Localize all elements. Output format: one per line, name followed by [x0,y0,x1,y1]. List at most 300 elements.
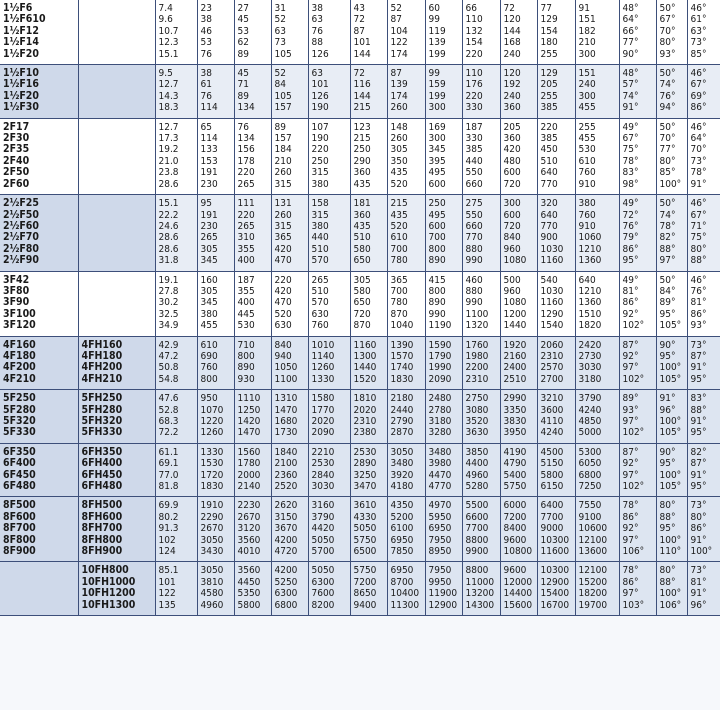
value-cell: 199 [425,49,462,65]
value-cell: 435 [387,167,425,178]
value-cell: 74° [656,210,687,221]
value-cell: 440 [462,156,500,167]
value-cell: 2520 [271,481,308,497]
value-cell: 9900 [462,546,500,562]
value-cell: 1190 [425,320,462,336]
value-cell: 191 [197,167,234,178]
value-cell: 2310 [537,351,575,362]
value-cell: 10800 [500,546,537,562]
value-cell: 265 [197,232,234,243]
value-cell: 7200 [500,512,537,523]
value-cell: 100° [656,362,687,373]
model-cell: 4F200 [0,362,78,373]
value-cell: 144 [500,26,537,37]
value-cell: 87° [619,336,656,351]
value-cell: 800 [425,286,462,297]
value-cell: 800 [197,374,234,390]
value-cell: 71 [234,79,271,90]
value-cell: 52 [271,65,308,80]
value-cell: 6950 [387,562,425,577]
value-cell: 148 [387,118,425,133]
value-cell: 2620 [271,497,308,512]
value-cell: 86° [687,102,720,118]
value-cell: 720 [500,221,537,232]
value-cell: 250 [350,144,387,155]
value-cell: 9100 [575,512,619,523]
value-cell: 4500 [537,443,575,458]
value-cell: 5750 [500,481,537,497]
value-cell: 760 [575,210,619,221]
value-cell: 61° [687,14,720,25]
value-cell: 106° [619,546,656,562]
model-group [0,336,720,390]
value-cell: 3950 [500,427,537,443]
value-cell: 123 [350,118,387,133]
value-cell: 2020 [350,405,387,416]
table-row [0,144,720,155]
value-cell: 110° [656,546,687,562]
value-cell: 3120 [234,523,271,534]
model-cell: 4F180 [0,351,78,362]
value-cell: 1580 [308,390,350,405]
value-cell: 64° [687,133,720,144]
model-cell: 6F450 [0,470,78,481]
value-cell: 2000 [234,470,271,481]
value-cell: 950 [197,390,234,405]
fh-model-cell: 8FH900 [78,546,155,562]
table-row [0,362,720,373]
value-cell: 6800 [271,600,308,616]
value-cell: 12900 [425,600,462,616]
value-cell: 91° [687,588,720,599]
fh-model-cell [78,195,155,210]
value-cell: 114 [197,102,234,118]
value-cell: 250 [425,195,462,210]
value-cell: 88° [656,512,687,523]
value-cell: 520 [387,221,425,232]
value-cell: 73° [687,156,720,167]
value-cell: 23.8 [155,167,197,178]
value-cell: 70° [687,144,720,155]
value-cell: 22.2 [155,210,197,221]
value-cell: 102° [619,427,656,443]
table-row [0,535,720,546]
value-cell: 1260 [308,362,350,373]
value-cell: 4190 [500,443,537,458]
value-cell: 47.2 [155,351,197,362]
table-row [0,336,720,351]
value-cell: 5750 [350,562,387,577]
model-cell: 2F60 [0,179,78,195]
fh-model-cell: 4FH210 [78,374,155,390]
value-cell: 300 [500,195,537,210]
value-cell: 530 [575,144,619,155]
value-cell: 4200 [271,562,308,577]
value-cell: 305 [197,244,234,255]
value-cell: 15600 [500,600,537,616]
value-cell: 15.1 [155,49,197,65]
value-cell: 63° [687,26,720,37]
value-cell: 139 [425,37,462,48]
value-cell: 780 [387,255,425,271]
value-cell: 82° [656,232,687,243]
fh-model-cell [78,14,155,25]
value-cell: 181 [350,195,387,210]
value-cell: 220 [234,210,271,221]
value-cell: 1060 [575,232,619,243]
value-cell: 105 [271,49,308,65]
table-row [0,546,720,562]
value-cell: 126 [308,49,350,65]
value-cell: 1160 [537,255,575,271]
value-cell: 82° [687,443,720,458]
value-cell: 360 [500,102,537,118]
model-group [0,562,720,616]
value-cell: 91° [687,470,720,481]
value-cell: 6150 [537,481,575,497]
value-cell: 880 [462,244,500,255]
model-cell: 2½F60 [0,221,78,232]
value-cell: 1770 [308,405,350,416]
value-cell: 50.8 [155,362,197,373]
value-cell: 99 [425,65,462,80]
value-cell: 77.0 [155,470,197,481]
value-cell: 8700 [387,577,425,588]
model-group [0,65,720,119]
value-cell: 880 [462,286,500,297]
value-cell: 1440 [350,362,387,373]
value-cell: 19.2 [155,144,197,155]
model-cell: 2F35 [0,144,78,155]
value-cell: 455 [575,102,619,118]
value-cell: 435 [387,210,425,221]
value-cell: 265 [308,271,350,286]
table-row [0,79,720,90]
value-cell: 78° [619,156,656,167]
model-cell: 6F350 [0,443,78,458]
value-cell: 78° [656,221,687,232]
fh-model-cell [78,167,155,178]
value-cell: 11300 [387,600,425,616]
value-cell: 870 [387,309,425,320]
value-cell: 440 [308,232,350,243]
value-cell: 520 [387,179,425,195]
fh-model-cell: 5FH280 [78,405,155,416]
value-cell: 11900 [425,588,462,599]
value-cell: 380 [308,221,350,232]
model-cell: 3F80 [0,286,78,297]
value-cell: 7600 [308,588,350,599]
value-cell: 104 [387,26,425,37]
value-cell: 77° [656,144,687,155]
value-cell: 630 [308,309,350,320]
table-row [0,577,720,588]
value-cell: 19700 [575,600,619,616]
table-row [0,133,720,144]
model-cell: 2F30 [0,133,78,144]
value-cell: 610 [575,156,619,167]
value-cell: 3350 [500,405,537,416]
value-cell: 190 [308,102,350,118]
value-cell: 640 [575,271,619,286]
value-cell: 215 [350,102,387,118]
fh-model-cell: 10FH1000 [78,577,155,588]
value-cell: 3560 [234,535,271,546]
table-row [0,562,720,577]
value-cell: 6300 [271,588,308,599]
model-cell: 2½F25 [0,195,78,210]
value-cell: 10400 [387,588,425,599]
value-cell: 86° [619,512,656,523]
value-cell: 5800 [234,600,271,616]
value-cell: 102° [619,481,656,497]
value-cell: 4470 [425,470,462,481]
value-cell: 510 [537,156,575,167]
value-cell: 154 [537,26,575,37]
model-cell: 1½F30 [0,102,78,118]
value-cell: 365 [387,271,425,286]
value-cell: 435 [350,221,387,232]
fh-model-cell: 10FH1300 [78,600,155,616]
value-cell: 3830 [500,416,537,427]
value-cell: 420 [271,286,308,297]
value-cell: 315 [308,167,350,178]
value-cell: 106° [656,600,687,616]
value-cell: 3850 [462,443,500,458]
value-cell: 21.0 [155,156,197,167]
value-cell: 2160 [500,351,537,362]
fh-model-cell [78,232,155,243]
fh-model-cell [78,179,155,195]
value-cell: 28.6 [155,179,197,195]
value-cell: 640 [537,167,575,178]
value-cell: 18200 [575,588,619,599]
value-cell: 24.6 [155,221,197,232]
value-cell: 15.1 [155,195,197,210]
value-cell: 1080 [500,255,537,271]
value-cell: 45 [234,14,271,25]
value-cell: 1980 [462,351,500,362]
value-cell: 345 [197,255,234,271]
value-cell: 10.7 [155,26,197,37]
value-cell: 690 [197,351,234,362]
value-cell: 122 [387,37,425,48]
value-cell: 2530 [308,458,350,469]
value-cell: 61.1 [155,443,197,458]
value-cell: 86° [619,244,656,255]
value-cell: 30.2 [155,297,197,308]
value-cell: 315 [271,179,308,195]
fh-model-cell [78,0,155,14]
value-cell: 80° [656,562,687,577]
value-cell: 330 [462,102,500,118]
value-cell: 95° [656,523,687,534]
value-cell: 95° [687,427,720,443]
model-group [0,390,720,444]
table-row [0,405,720,416]
value-cell: 8650 [350,588,387,599]
value-cell: 116 [350,79,387,90]
value-cell: 380 [197,309,234,320]
value-cell: 80° [687,244,720,255]
value-cell: 92° [619,523,656,534]
value-cell: 97° [619,535,656,546]
value-cell: 73 [271,37,308,48]
value-cell: 70° [656,133,687,144]
value-cell: 5150 [537,458,575,469]
value-cell: 126 [308,91,350,102]
value-cell: 1820 [575,320,619,336]
value-cell: 78° [619,562,656,577]
value-cell: 5050 [308,535,350,546]
value-cell: 60 [425,0,462,14]
value-cell: 1040 [387,320,425,336]
value-cell: 13200 [462,588,500,599]
model-cell: 1½F20 [0,49,78,65]
value-cell: 85° [687,49,720,65]
model-cell: 5F320 [0,416,78,427]
value-cell: 3050 [197,535,234,546]
fh-model-cell: 8FH500 [78,497,155,512]
value-cell: 9.6 [155,14,197,25]
value-cell: 1560 [234,443,271,458]
value-cell: 100° [687,546,720,562]
table-row [0,286,720,297]
value-cell: 1830 [197,481,234,497]
value-cell: 930 [234,374,271,390]
value-cell: 72 [500,0,537,14]
value-cell: 2290 [197,512,234,523]
value-cell: 76° [656,91,687,102]
value-cell: 6950 [387,535,425,546]
value-cell: 2400 [500,362,537,373]
value-cell: 135 [155,600,197,616]
value-cell: 385 [537,102,575,118]
value-cell: 1510 [575,309,619,320]
value-cell: 89 [271,118,308,133]
value-cell: 65 [197,118,234,133]
value-cell: 2700 [537,374,575,390]
model-cell: 2½F90 [0,255,78,271]
value-cell: 700 [425,232,462,243]
value-cell: 1760 [462,336,500,351]
value-cell: 1590 [425,336,462,351]
value-cell: 63 [308,14,350,25]
value-cell: 3160 [308,497,350,512]
model-cell: 3F90 [0,297,78,308]
fh-model-cell [78,320,155,336]
value-cell: 50° [656,271,687,286]
value-cell: 73° [687,37,720,48]
value-cell: 50° [656,65,687,80]
value-cell: 80° [687,512,720,523]
value-cell: 72 [350,65,387,80]
value-cell: 660 [462,179,500,195]
model-cell: 1½F20 [0,91,78,102]
value-cell: 3920 [387,470,425,481]
value-cell: 4110 [537,416,575,427]
value-cell: 168 [500,37,537,48]
value-cell: 1740 [387,362,425,373]
value-cell: 31.8 [155,255,197,271]
value-cell: 90° [656,443,687,458]
model-cell: 3F42 [0,271,78,286]
value-cell: 220 [308,144,350,155]
value-cell: 90° [656,336,687,351]
value-cell: 940 [271,351,308,362]
value-cell: 580 [350,244,387,255]
value-cell: 153 [197,156,234,167]
value-cell: 178 [234,156,271,167]
value-cell: 169 [425,118,462,133]
value-cell: 3480 [387,458,425,469]
value-cell: 480 [500,156,537,167]
value-cell: 5400 [500,470,537,481]
value-cell: 330 [462,133,500,144]
value-cell: 105° [656,320,687,336]
value-cell: 77 [537,0,575,14]
value-cell: 3210 [537,390,575,405]
table-row [0,26,720,37]
value-cell: 365 [271,232,308,243]
value-cell: 12.7 [155,118,197,133]
value-cell: 12.7 [155,79,197,90]
model-cell: 1½F610 [0,14,78,25]
value-cell: 4330 [350,512,387,523]
value-cell: 720 [500,179,537,195]
fh-model-cell [78,244,155,255]
value-cell: 4790 [500,458,537,469]
value-cell: 75° [619,144,656,155]
value-cell: 72.2 [155,427,197,443]
value-cell: 220 [462,49,500,65]
value-cell: 530 [234,320,271,336]
value-cell: 275 [462,195,500,210]
value-cell: 215 [387,195,425,210]
value-cell: 510 [308,286,350,297]
value-cell: 97° [619,416,656,427]
value-cell: 38 [308,0,350,14]
model-group [0,271,720,336]
value-cell: 6050 [575,458,619,469]
value-cell: 78° [619,497,656,512]
value-cell: 2100 [271,458,308,469]
table-row [0,271,720,286]
value-cell: 92° [619,458,656,469]
value-cell: 700 [387,286,425,297]
value-cell: 92° [619,309,656,320]
value-cell: 97° [656,255,687,271]
value-cell: 3670 [271,523,308,534]
value-cell: 88° [656,244,687,255]
value-cell: 46° [687,118,720,133]
value-cell: 1730 [271,427,308,443]
value-cell: 260 [271,167,308,178]
value-cell: 7700 [462,523,500,534]
value-cell: 86° [619,297,656,308]
value-cell: 2310 [350,416,387,427]
value-cell: 220 [271,271,308,286]
value-cell: 69.9 [155,497,197,512]
table-row [0,179,720,195]
value-cell: 1030 [537,244,575,255]
value-cell: 96° [656,405,687,416]
table-row [0,497,720,512]
value-cell: 990 [462,297,500,308]
value-cell: 6600 [462,512,500,523]
value-cell: 230 [197,179,234,195]
model-cell: 5F330 [0,427,78,443]
